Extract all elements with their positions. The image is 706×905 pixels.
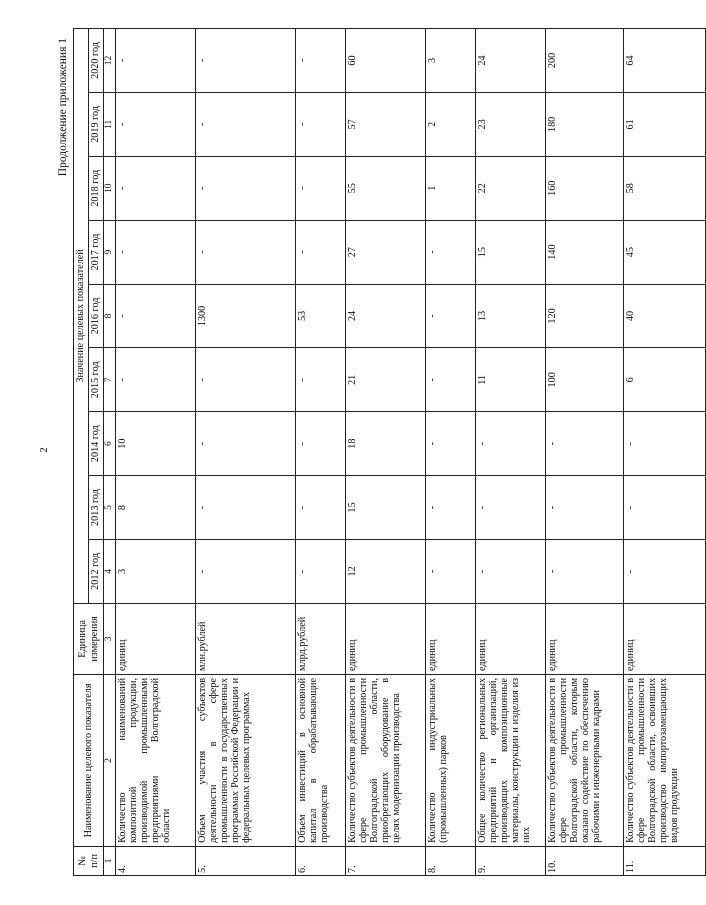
row-number: 8. xyxy=(426,846,476,875)
indicator-value: - xyxy=(196,476,296,540)
table-row xyxy=(426,29,476,876)
indicator-value: - xyxy=(546,539,624,603)
indicator-unit: млрд.рублей xyxy=(296,603,346,674)
indicator-value: 10 xyxy=(116,412,196,476)
indicator-value: 3 xyxy=(116,539,196,603)
indicator-value: 23 xyxy=(476,92,546,156)
indicator-value: - xyxy=(296,29,346,93)
indicator-unit: единиц xyxy=(426,603,476,674)
indicator-value: - xyxy=(296,348,346,412)
indicator-unit: единиц xyxy=(546,603,624,674)
indicator-value: - xyxy=(426,220,476,284)
row-number: 11. xyxy=(624,846,706,875)
indicator-value: 160 xyxy=(546,156,624,220)
table-row xyxy=(116,29,196,876)
indicator-value: 40 xyxy=(624,284,706,348)
indicator-value: 22 xyxy=(476,156,546,220)
indicator-value: - xyxy=(116,220,196,284)
indicator-value: - xyxy=(116,284,196,348)
table-row xyxy=(546,29,624,876)
header-year: 2018 год xyxy=(89,156,104,220)
table-row xyxy=(346,29,426,876)
row-number: 9. xyxy=(476,846,546,875)
column-number: 8 xyxy=(104,284,116,348)
indicator-value: - xyxy=(624,539,706,603)
indicator-value: - xyxy=(426,412,476,476)
indicator-value: 3 xyxy=(426,29,476,93)
header-num: № п/п xyxy=(74,846,104,875)
row-number: 4. xyxy=(116,846,196,875)
header-unit: Единица измерения xyxy=(74,603,104,674)
header-year: 2020 год xyxy=(89,29,104,93)
column-number: 6 xyxy=(104,412,116,476)
indicator-value: - xyxy=(116,92,196,156)
indicator-unit: млн.рублей xyxy=(196,603,296,674)
header-year: 2019 год xyxy=(89,92,104,156)
indicator-value: - xyxy=(296,156,346,220)
table-row xyxy=(476,29,546,876)
indicator-value: - xyxy=(196,92,296,156)
indicator-value: - xyxy=(476,476,546,540)
indicator-value: - xyxy=(196,220,296,284)
indicator-name: Количество наименований композитной продукции, производимой промышленными предприятиями Волгоградской области xyxy=(116,674,196,846)
indicator-value: 120 xyxy=(546,284,624,348)
indicator-value: 45 xyxy=(624,220,706,284)
indicator-value: 200 xyxy=(546,29,624,93)
row-number: 7. xyxy=(346,846,426,875)
indicator-value: - xyxy=(476,539,546,603)
indicator-value: - xyxy=(296,92,346,156)
indicator-value: 61 xyxy=(624,92,706,156)
indicator-value: 15 xyxy=(346,476,426,540)
header-year: 2012 год xyxy=(89,539,104,603)
column-number: 2 xyxy=(104,674,116,846)
indicator-name: Общее количество региональных предприятий и организаций, производящих композиционные материалы, конструкции и изделия из них xyxy=(476,674,546,846)
indicator-name: Количество субъектов деятельности в сфере промышленности Волгоградской области, освоивших производство импортозамещающих видов продукции xyxy=(624,674,706,846)
column-number: 1 xyxy=(104,846,116,875)
indicator-value: 58 xyxy=(624,156,706,220)
header-group: Значение целевых показателей xyxy=(74,29,89,604)
indicator-value: 24 xyxy=(476,29,546,93)
indicator-value: - xyxy=(546,412,624,476)
column-number: 7 xyxy=(104,348,116,412)
indicator-name: Количество субъектов деятельности в сфере промышленности Волгоградской области, которым оказано содействие по обеспечению рабочими и инженерными кадрами xyxy=(546,674,624,846)
indicator-value: 12 xyxy=(346,539,426,603)
row-number: 5. xyxy=(196,846,296,875)
table-row xyxy=(624,29,706,876)
indicator-value: - xyxy=(426,284,476,348)
indicator-name: Количество субъектов деятельности в сфере промышленности Волгоградской области, приобретающих оборудование в целях модернизации производства xyxy=(346,674,426,846)
indicator-value: - xyxy=(624,412,706,476)
indicator-value: - xyxy=(196,539,296,603)
indicator-name: Объем инвестиций в основной капитал в обрабатывающие производства xyxy=(296,674,346,846)
header-year: 2016 год xyxy=(89,284,104,348)
indicator-value: - xyxy=(116,29,196,93)
indicator-value: 57 xyxy=(346,92,426,156)
indicator-value: 140 xyxy=(546,220,624,284)
header-year: 2014 год xyxy=(89,412,104,476)
indicator-value: - xyxy=(476,412,546,476)
column-number: 11 xyxy=(104,92,116,156)
indicator-value: - xyxy=(116,156,196,220)
rotated-page xyxy=(55,28,681,876)
header-year: 2015 год xyxy=(89,348,104,412)
indicator-name: Объем участия субъектов деятельности в сфере промышленности в государственных программах Российской Федерации и федеральных целевых программах xyxy=(196,674,296,846)
indicator-value: - xyxy=(196,156,296,220)
indicators-table xyxy=(73,28,706,876)
indicator-value: - xyxy=(624,476,706,540)
indicator-value: - xyxy=(426,348,476,412)
indicator-value: 15 xyxy=(476,220,546,284)
indicator-value: 64 xyxy=(624,29,706,93)
indicator-value: 55 xyxy=(346,156,426,220)
indicator-value: - xyxy=(296,412,346,476)
indicator-value: - xyxy=(296,220,346,284)
indicator-value: 27 xyxy=(346,220,426,284)
indicator-value: 1300 xyxy=(196,284,296,348)
indicator-value: 60 xyxy=(346,29,426,93)
table-row xyxy=(196,29,296,876)
page-number: 2 xyxy=(38,447,50,453)
indicator-value: 100 xyxy=(546,348,624,412)
indicator-value: - xyxy=(296,539,346,603)
indicator-name: Количество индустриальных (промышленных) парков xyxy=(426,674,476,846)
indicator-value: - xyxy=(546,476,624,540)
indicator-value: 13 xyxy=(476,284,546,348)
indicator-value: 21 xyxy=(346,348,426,412)
continuation-caption: Продолжение приложения 1 xyxy=(57,38,69,177)
column-number: 9 xyxy=(104,220,116,284)
indicator-value: - xyxy=(196,29,296,93)
indicator-value: 8 xyxy=(116,476,196,540)
row-number: 10. xyxy=(546,846,624,875)
indicator-unit: единиц xyxy=(476,603,546,674)
indicator-value: - xyxy=(196,412,296,476)
header-year: 2017 год xyxy=(89,220,104,284)
indicator-value: - xyxy=(426,539,476,603)
column-number: 12 xyxy=(104,29,116,93)
indicator-value: - xyxy=(426,476,476,540)
indicator-unit: единиц xyxy=(624,603,706,674)
indicator-value: 6 xyxy=(624,348,706,412)
table-row xyxy=(296,29,346,876)
indicator-value: 1 xyxy=(426,156,476,220)
column-number: 5 xyxy=(104,476,116,540)
header-name: Наименование целевого показателя xyxy=(74,674,104,846)
indicator-unit: единиц xyxy=(346,603,426,674)
row-number: 6. xyxy=(296,846,346,875)
indicator-value: 180 xyxy=(546,92,624,156)
column-number: 4 xyxy=(104,539,116,603)
column-number: 3 xyxy=(104,603,116,674)
indicator-value: - xyxy=(116,348,196,412)
indicator-value: 24 xyxy=(346,284,426,348)
column-number: 10 xyxy=(104,156,116,220)
header-year: 2013 год xyxy=(89,476,104,540)
indicator-unit: единиц xyxy=(116,603,196,674)
indicator-value: - xyxy=(196,348,296,412)
indicator-value: 2 xyxy=(426,92,476,156)
indicator-value: 53 xyxy=(296,284,346,348)
indicator-value: 11 xyxy=(476,348,546,412)
indicator-value: - xyxy=(296,476,346,540)
indicator-value: 18 xyxy=(346,412,426,476)
